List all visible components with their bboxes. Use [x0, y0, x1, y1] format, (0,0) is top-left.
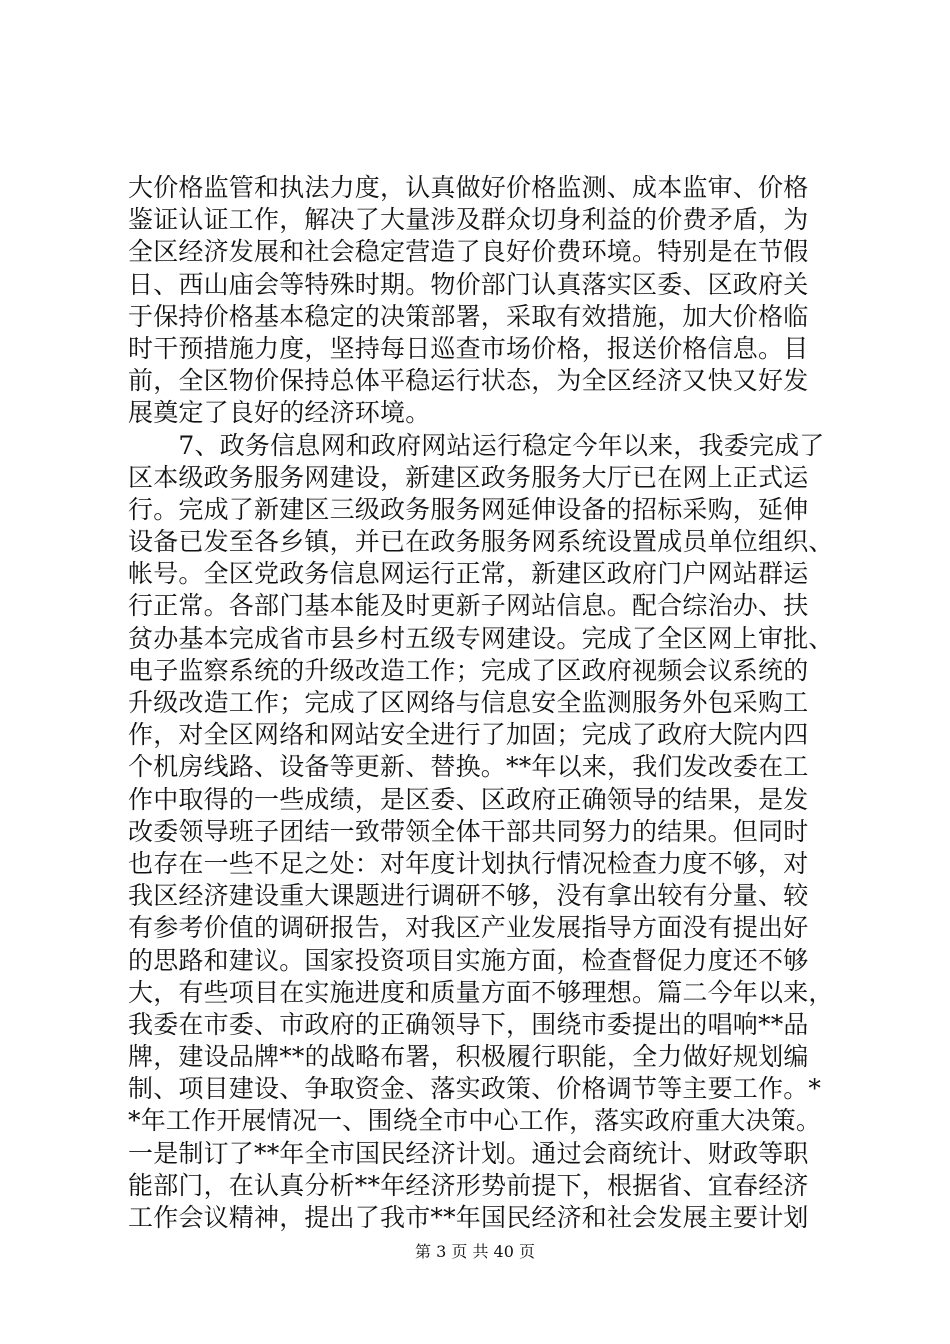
- text-line: 的思路和建议。国家投资项目实施方面，检查督促力度还不够: [128, 945, 809, 975]
- text-line: 个机房线路、设备等更新、替换。**年以来，我们发改委在工: [128, 752, 809, 782]
- page-number: 第 3 页 共 40 页: [415, 1242, 535, 1261]
- text-line: 升级改造工作；完成了区网络与信息安全监测服务外包采购工: [128, 688, 809, 717]
- text-line: 工作会议精神，提出了我市**年国民经济和社会发展主要计划: [128, 1203, 809, 1232]
- text-line: 我委在市委、市政府的正确领导下，围绕市委提出的唱响**品: [128, 1009, 809, 1039]
- text-line: *年工作开展情况一、围绕全市中心工作，落实政府重大决策。: [128, 1106, 822, 1136]
- text-line: 展奠定了良好的经济环境。: [128, 398, 431, 428]
- text-line: 有参考价值的调研报告，对我区产业发展指导方面没有提出好: [128, 913, 809, 943]
- text-line: 也存在一些不足之处：对年度计划执行情况检查力度不够，对: [128, 848, 809, 878]
- text-line: 改委领导班子团结一致带领全体干部共同努力的结果。但同时: [128, 816, 809, 846]
- text-line: 鉴证认证工作，解决了大量涉及群众切身利益的价费矛盾，为: [128, 205, 809, 235]
- text-line: 电子监察系统的升级改造工作；完成了区政府视频会议系统的: [128, 655, 809, 685]
- text-line: 一是制订了**年全市国民经济计划。通过会商统计、财政等职: [128, 1138, 809, 1168]
- text-line: 作，对全区网络和网站安全进行了加固；完成了政府大院内四: [128, 720, 809, 750]
- text-line: 于保持价格基本稳定的决策部署，采取有效措施，加大价格临: [128, 301, 809, 331]
- text-line: 作中取得的一些成绩，是区委、区政府正确领导的结果，是发: [128, 784, 809, 814]
- text-line: 帐号。全区党政务信息网运行正常，新建区政府门户网站群运: [128, 559, 809, 589]
- text-line: 牌，建设品牌**的战略布署，积极履行职能，全力做好规划编: [128, 1042, 809, 1072]
- text-line: 日、西山庙会等特殊时期。物价部门认真落实区委、区政府关: [128, 269, 809, 299]
- text-line: 行。完成了新建区三级政务服务网延伸设备的招标采购，延伸: [128, 494, 809, 524]
- text-line: 前，全区物价保持总体平稳运行状态，为全区经济又快又好发: [128, 366, 809, 396]
- text-line: 能部门，在认真分析**年经济形势前提下，根据省、宜春经济: [128, 1170, 809, 1200]
- body-text: [128, 172, 832, 1234]
- text-line: 制、项目建设、争取资金、落实政策、价格调节等主要工作。*: [128, 1074, 822, 1104]
- text-line: 我区经济建设重大课题进行调研不够，没有拿出较有分量、较: [128, 881, 809, 911]
- text-line: 时干预措施力度，坚持每日巡查市场价格，报送价格信息。目: [128, 333, 809, 363]
- page-footer: [0, 1241, 950, 1263]
- text-line: 贫办基本完成省市县乡村五级专网建设。完成了全区网上审批、: [128, 623, 834, 653]
- text-line: 设备已发至各乡镇，并已在政务服务网系统设置成员单位组织、: [128, 527, 834, 557]
- text-line: 大价格监管和执法力度，认真做好价格监测、成本监审、价格: [128, 173, 809, 202]
- text-line: 区本级政务服务网建设，新建区政务服务大厅已在网上正式运: [128, 462, 809, 492]
- text-line: 全区经济发展和社会稳定营造了良好价费环境。特别是在节假: [128, 237, 809, 267]
- text-line: 行正常。各部门基本能及时更新子网站信息。配合综治办、扶: [128, 591, 809, 621]
- text-line: 7、政务信息网和政府网站运行稳定今年以来，我委完成了: [128, 430, 825, 460]
- text-line: 大，有些项目在实施进度和质量方面不够理想。篇二今年以来，: [128, 977, 834, 1007]
